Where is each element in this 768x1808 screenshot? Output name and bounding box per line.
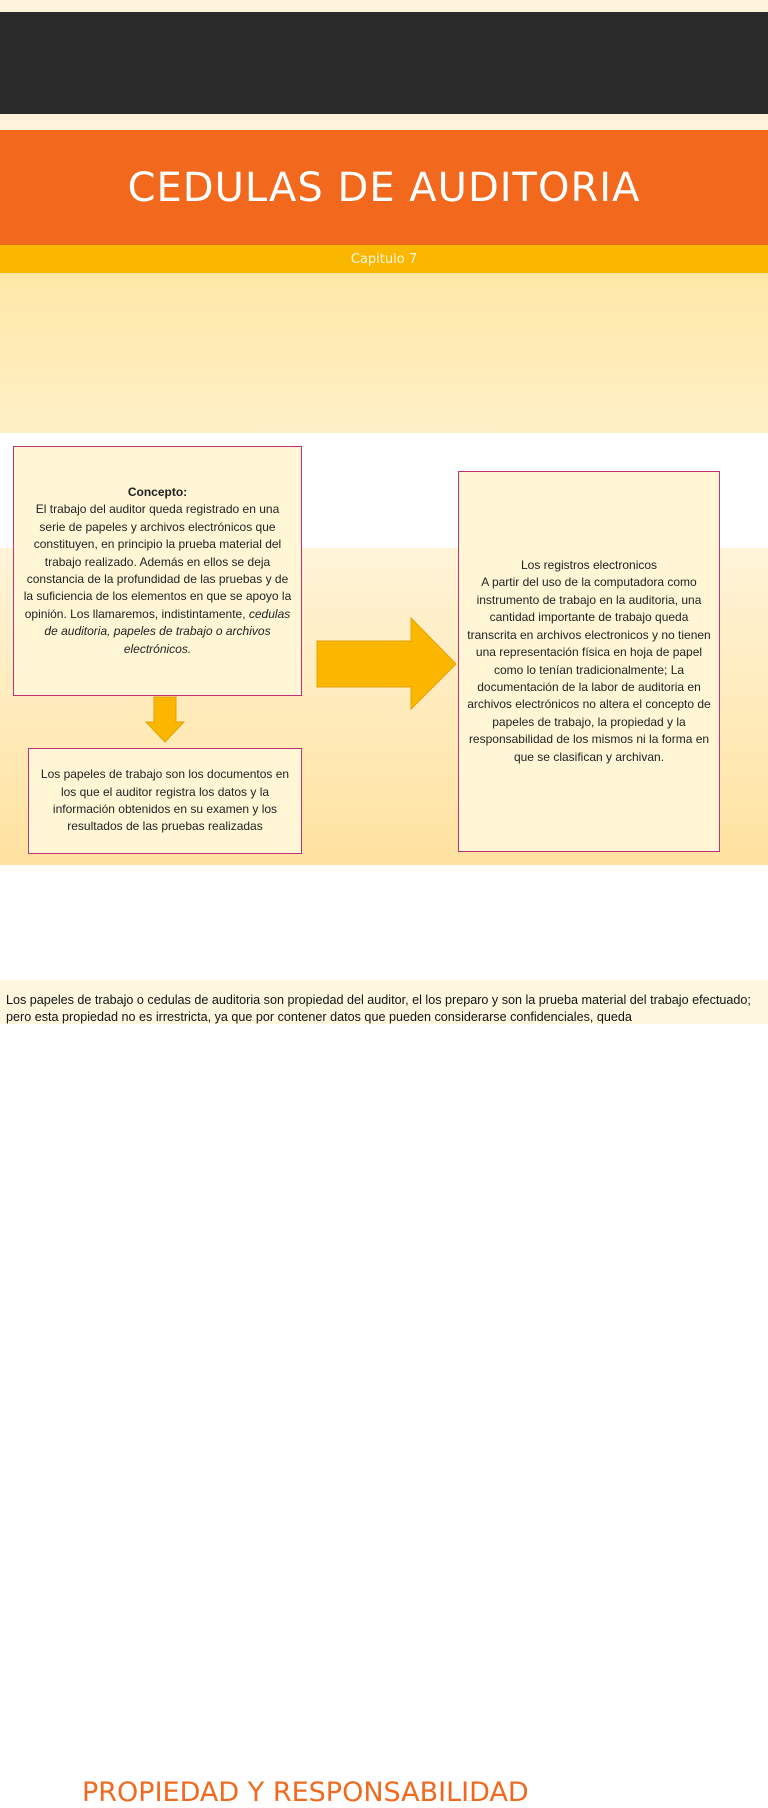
concept-text-italic: cedulas de auditoria, papeles de trabajo o archivos electrónicos. [44, 606, 291, 656]
slide-subtitle: Capitulo 7 [350, 251, 418, 267]
registros-heading: Los registros electronicos [520, 558, 658, 573]
header-dark-bar [0, 12, 768, 114]
concept-text [22, 501, 293, 658]
top-strip [0, 0, 768, 12]
slide-title: CEDULAS DE AUDITORIA [127, 164, 641, 211]
propiedad-body: Los papeles de trabajo o cedulas de auditoria son propiedad del auditor, el los preparo y son la prueba material del trabajo efectuado; pero esta propiedad no es irrestricta, ya que por contener datos que pueden considerarse confidenciales, queda [6, 993, 751, 1024]
registros-text: A partir del uso de la computadora como instrumento de trabajo en la auditoria, una cantidad importante de trabajo queda transcrita en archivos electronicos y no tienen una representación física en hoja de papel como lo tenían tradicionalmente; La documentación de la labor de auditoria en archivos electrónicos no altera el concepto de papeles de trabajo, la propiedad y la responsabilidad de los mismos ni la forma en que se clasifican y archivan. [467, 575, 711, 764]
gap-strip [0, 114, 768, 130]
papeles-box [28, 748, 302, 854]
title-slide-footer [0, 273, 768, 433]
papeles-text: Los papeles de trabajo son los documentos en los que el auditor registra los datos y la información obtenidos en su examen y los resultados de las pruebas realizadas [40, 767, 290, 834]
arrow-down-icon [144, 696, 186, 744]
propiedad-heading-text: PROPIEDAD Y RESPONSABILIDAD [82, 1777, 529, 1808]
title-band [0, 130, 768, 245]
concept-heading: Concepto: [127, 484, 188, 499]
subtitle-band [0, 245, 768, 273]
arrow-right-icon [316, 617, 458, 711]
registros-box [458, 471, 720, 852]
concept-box [13, 446, 302, 696]
concept-text-plain: El trabajo del auditor queda registrado en una serie de papeles y archivos electrónicos que constituyen, en principio la prueba material del trabajo realizado. Además en ellos se deja constancia de la profundidad de las pruebas y de la suficiencia de los elementos en que se apoyo la opinión. Los llamaremos, indistintamente, [23, 502, 292, 621]
